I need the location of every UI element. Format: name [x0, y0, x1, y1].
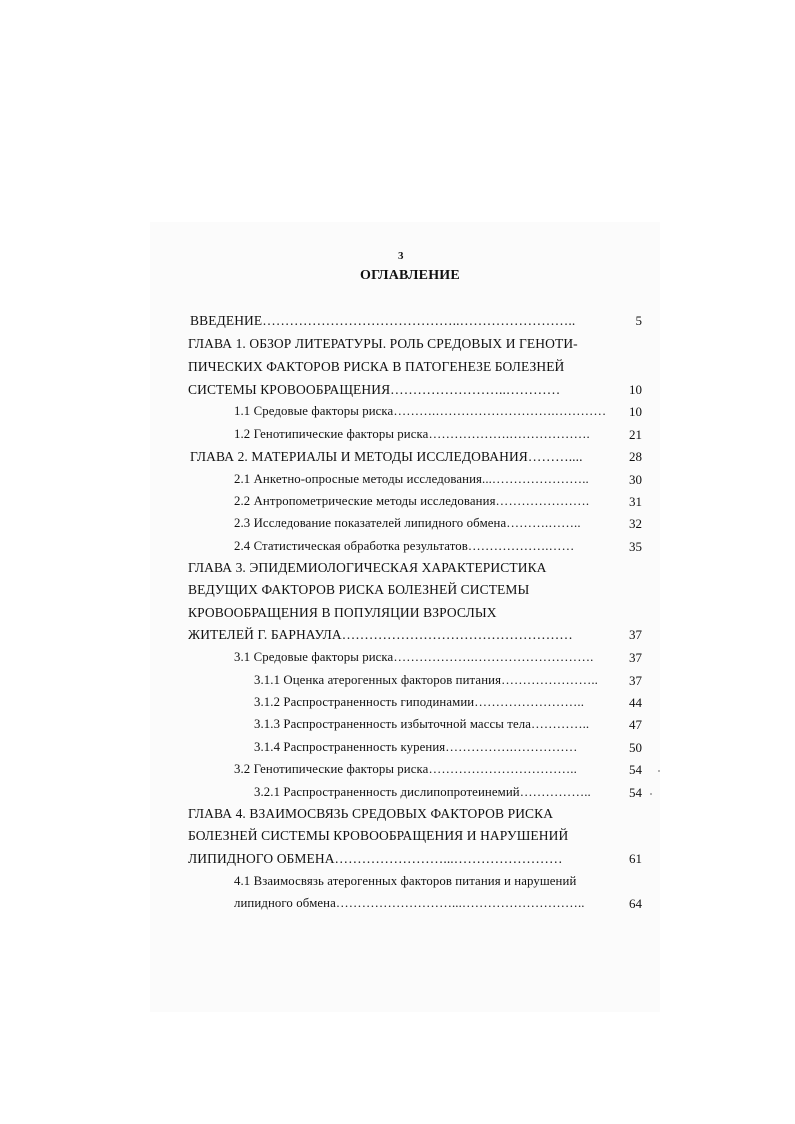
page-number: 3 [398, 250, 404, 262]
toc-entry-chapter-1-cont: СИСТЕМЫ КРОВООБРАЩЕНИЯ……………………..………… [188, 382, 561, 397]
toc-page-number: 21 [629, 427, 642, 442]
toc-page-number: 10 [629, 382, 642, 397]
toc-entry-section-2-1: 2.1 Анкетно-опросные методы исследования...………………….. [234, 472, 589, 486]
toc-entry-section-3-1-1: 3.1.1 Оценка атерогенных факторов питания………………….. [254, 673, 598, 687]
toc-page-number: 64 [629, 896, 642, 911]
toc-page-number: 35 [629, 539, 642, 554]
toc-entry-section-3-2-1: 3.2.1 Распространенность дислипопротеинемий…………….. [254, 785, 591, 799]
toc-entry-section-3-1-3: 3.1.3 Распространенность избыточной массы тела………….. [254, 717, 590, 731]
toc-entry-chapter-1-cont: ПИЧЕСКИХ ФАКТОРОВ РИСКА В ПАТОГЕНЕЗЕ БОЛЕЗНЕЙ [188, 359, 565, 374]
toc-entry-chapter-4-cont: ЛИПИДНОГО ОБМЕНА……………………...…………………… [188, 851, 563, 866]
toc-entry-chapter-3: ГЛАВА 3. ЭПИДЕМИОЛОГИЧЕСКАЯ ХАРАКТЕРИСТИКА [188, 560, 547, 575]
toc-page-number: 37 [629, 650, 642, 665]
toc-page-number: 37 [629, 673, 642, 688]
toc-entry-chapter-3-cont: ВЕДУЩИХ ФАКТОРОВ РИСКА БОЛЕЗНЕЙ СИСТЕМЫ [188, 582, 530, 597]
toc-page-number: 54 [629, 762, 642, 777]
toc-entry-section-3-1-2: 3.1.2 Распространенность гиподинамии…………………….. [254, 695, 585, 709]
toc-page-number: 5 [635, 313, 642, 328]
toc-entry-section-2-2: 2.2 Антропометрические методы исследования…………………. [234, 494, 590, 508]
toc-page-number: 10 [629, 404, 642, 419]
toc-page-number: 61 [629, 851, 642, 866]
toc-entry-chapter-3-cont: ЖИТЕЛЕЙ Г. БАРНАУЛА…………………………………………… [188, 627, 573, 642]
toc-entry-section-3-1-4: 3.1.4 Распространенность курения…………….…………… [254, 740, 578, 754]
toc-entry-chapter-4: ГЛАВА 4. ВЗАИМОСВЯЗЬ СРЕДОВЫХ ФАКТОРОВ РИСКА [188, 806, 554, 821]
toc-entry-section-4-1: 4.1 Взаимосвязь атерогенных факторов питания и нарушений [234, 874, 577, 888]
page-title: ОГЛАВЛЕНИЕ [360, 268, 460, 283]
toc-page-number: 30 [629, 472, 642, 487]
toc-entry-chapter-4-cont: БОЛЕЗНЕЙ СИСТЕМЫ КРОВООБРАЩЕНИЯ И НАРУШЕНИЙ [188, 828, 569, 843]
toc-entry-section-1-2: 1.2 Генотипические факторы риска……………….………………. [234, 427, 590, 441]
toc-entry-section-1-1: 1.1 Средовые факторы риска……….……………………….………… [234, 404, 607, 418]
toc-entry-introduction: ВВЕДЕНИЕ……………………………………..…………………….. [190, 313, 576, 328]
toc-page-number: 31 [629, 494, 642, 509]
toc-page-number: 28 [629, 449, 642, 464]
toc-entry-section-2-3: 2.3 Исследование показателей липидного обмена……….…….. [234, 516, 581, 530]
toc-entry-chapter-1: ГЛАВА 1. ОБЗОР ЛИТЕРАТУРЫ. РОЛЬ СРЕДОВЫХ И ГЕНОТИ- [188, 336, 578, 351]
toc-page-number: 37 [629, 627, 642, 642]
toc-entry-section-2-4: 2.4 Статистическая обработка результатов……………….…… [234, 539, 575, 553]
scan-speck [658, 770, 660, 772]
toc-entry-section-3-2: 3.2 Генотипические факторы риска…………………………….. [234, 762, 577, 776]
toc-page-number: 54 [629, 785, 642, 800]
toc-page-number: 47 [629, 717, 642, 732]
toc-entry-chapter-3-cont: КРОВООБРАЩЕНИЯ В ПОПУЛЯЦИИ ВЗРОСЛЫХ [188, 605, 497, 620]
toc-entry-section-3-1: 3.1 Средовые факторы риска……………….………………………. [234, 650, 594, 664]
toc-entry-section-4-1-cont: липидного обмена………………………...……………………….. [234, 896, 585, 910]
toc-page-number: 44 [629, 695, 642, 710]
toc-page-number: 50 [629, 740, 642, 755]
toc-page-number: 32 [629, 516, 642, 531]
scan-speck [650, 793, 652, 795]
toc-entry-chapter-2: ГЛАВА 2. МАТЕРИАЛЫ И МЕТОДЫ ИССЛЕДОВАНИЯ……….... [190, 449, 583, 464]
